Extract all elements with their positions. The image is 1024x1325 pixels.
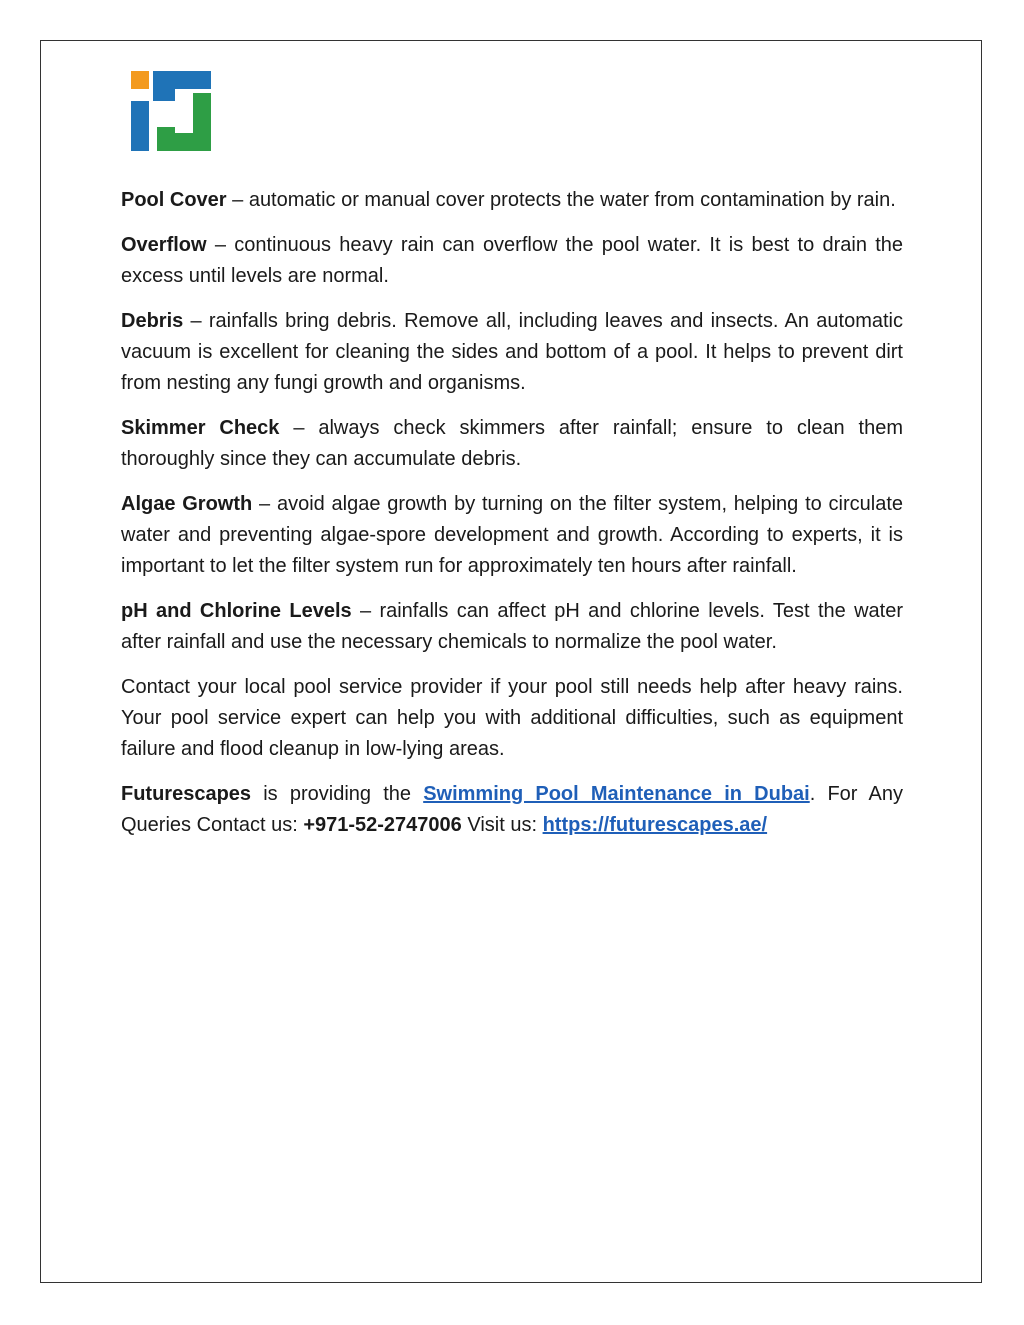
pool-cover-text: – automatic or manual cover protects the water from contamination by rain. xyxy=(226,189,896,211)
company-name: Futurescapes xyxy=(121,783,252,805)
algae-growth-title: Algae Growth xyxy=(121,493,253,515)
logo-orange-block xyxy=(131,71,149,89)
futurescapes-logo xyxy=(131,71,211,151)
skimmer-check-paragraph xyxy=(121,413,903,475)
skimmer-check-title: Skimmer Check xyxy=(121,417,280,439)
overflow-paragraph xyxy=(121,230,903,292)
document-body xyxy=(121,185,903,855)
ph-chlorine-text: – rainfalls can affect pH and chlorine levels. Test the water after rainfall and use the necessary chemicals to normalize the pool water. xyxy=(121,600,903,653)
overflow-text: – continuous heavy rain can overflow the pool water. It is best to drain the excess until levels are normal. xyxy=(121,234,903,287)
footer-text-2: . For Any Queries Contact us: xyxy=(121,783,903,836)
skimmer-check-text: – always check skimmers after rainfall; ensure to clean them thoroughly since they can accumulate debris. xyxy=(121,417,904,470)
footer-text-3: Visit us: xyxy=(461,814,543,836)
pool-cover-title: Pool Cover xyxy=(121,189,227,211)
ph-chlorine-paragraph xyxy=(121,596,903,658)
footer-text-1: is providing the xyxy=(251,783,424,805)
debris-text: – rainfalls bring debris. Remove all, including leaves and insects. An automatic vacuum is excellent for cleaning the sides and bottom of a pool. It helps to prevent dirt from nesting any fungi growth and organisms. xyxy=(121,310,903,394)
ph-chlorine-title: pH and Chlorine Levels xyxy=(121,600,352,622)
pool-cover-paragraph xyxy=(121,185,903,216)
phone-number: +971-52-2747006 xyxy=(303,814,462,836)
overflow-title: Overflow xyxy=(121,234,207,256)
algae-growth-text: – avoid algae growth by turning on the filter system, helping to circulate water and preventing algae-spore development and growth. According to experts, it is important to let the filter system run for approximately ten hours after rainfall. xyxy=(121,493,904,577)
contact-paragraph: Contact your local pool service provider if your pool still needs help after heavy rains. Your pool service expert can help you with additional difficulties, such as equipment failure and flood cleanup in low-lying areas. xyxy=(121,676,903,760)
footer-paragraph xyxy=(121,779,903,841)
debris-title: Debris xyxy=(121,310,184,332)
debris-paragraph xyxy=(121,306,903,399)
algae-growth-paragraph xyxy=(121,489,903,582)
logo-green-shape xyxy=(157,93,211,151)
service-link[interactable]: Swimming Pool Maintenance in Dubai xyxy=(423,783,810,805)
website-link[interactable]: https://futurescapes.ae/ xyxy=(542,814,768,836)
